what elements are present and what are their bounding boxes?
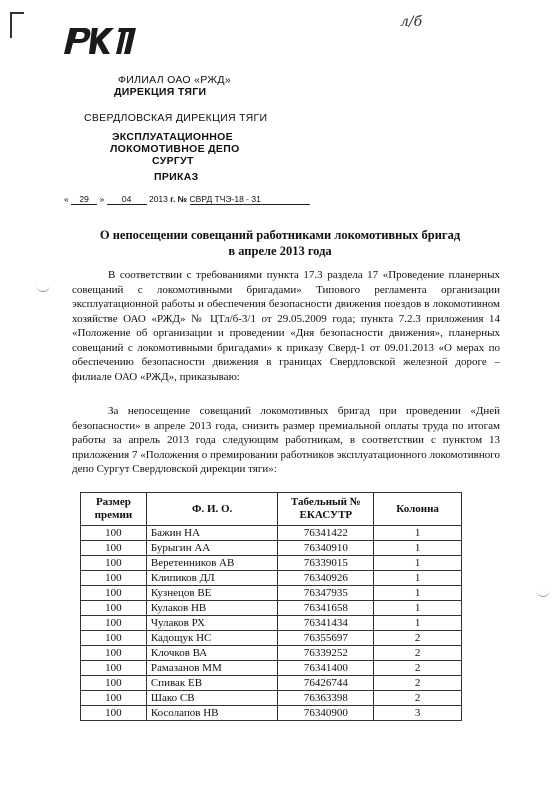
header-tab-number: Табельный № ЕКАСУТР	[278, 493, 374, 526]
cell-bonus: 100	[81, 571, 147, 586]
cell-name: Бурыгин АА	[146, 541, 278, 556]
cell-column: 1	[374, 571, 462, 586]
handwritten-note: л/б	[400, 14, 423, 30]
cell-name: Косолапов НВ	[146, 706, 278, 721]
rzd-logo	[58, 24, 138, 63]
cell-column: 1	[374, 616, 462, 631]
punch-hole-mark	[36, 285, 50, 292]
cell-bonus: 100	[81, 526, 147, 541]
order-date-line	[64, 194, 310, 205]
cell-name: Веретенников АВ	[146, 556, 278, 571]
org-line-directorate: ДИРЕКЦИЯ ТЯГИ	[114, 86, 207, 98]
doc-type-order: ПРИКАЗ	[154, 171, 199, 183]
punch-hole-mark-right	[536, 590, 550, 597]
table-row	[81, 616, 462, 631]
table-row	[81, 631, 462, 646]
cell-column: 2	[374, 661, 462, 676]
cell-name: Чулаков РХ	[146, 616, 278, 631]
date-month: 04	[107, 194, 147, 205]
employee-table	[80, 492, 462, 721]
cell-bonus: 100	[81, 691, 147, 706]
cell-bonus: 100	[81, 676, 147, 691]
cell-name: Клочков ВА	[146, 646, 278, 661]
cell-bonus: 100	[81, 631, 147, 646]
cell-name: Рамазанов ММ	[146, 661, 278, 676]
cell-tab-number: 76347935	[278, 586, 374, 601]
cell-column: 1	[374, 556, 462, 571]
org-line-operational: ЭКСПЛУАТАЦИОННОЕ	[112, 131, 233, 143]
cell-name: Шако СВ	[146, 691, 278, 706]
table-row	[81, 541, 462, 556]
date-quote-close: »	[99, 194, 105, 204]
cell-column: 1	[374, 601, 462, 616]
table-row	[81, 571, 462, 586]
paragraph-order: За непосещение совещаний локомотивных бригад при проведении «Дней безопасности» в апреле 2013 года, снизить размер премиальной оплаты труда по итогам работы за апрель 2013 года следующим работникам, в соответствии с пунктом 13 приложения 7 «Положения о премировании работников эксплуатационного локомотивного депо Сургут Свердловской дирекции тяги»:	[72, 405, 500, 475]
cell-column: 1	[374, 586, 462, 601]
cell-tab-number: 76340926	[278, 571, 374, 586]
table-row	[81, 556, 462, 571]
table-row	[81, 601, 462, 616]
cell-column: 2	[374, 691, 462, 706]
date-number-label: г. №	[170, 194, 188, 204]
cell-bonus: 100	[81, 661, 147, 676]
corner-bracket-mark	[10, 12, 24, 38]
cell-column: 2	[374, 676, 462, 691]
rzd-logo-graphic	[58, 24, 138, 58]
org-line-city: СУРГУТ	[152, 155, 194, 167]
cell-bonus: 100	[81, 646, 147, 661]
org-line-depot: ЛОКОМОТИВНОЕ ДЕПО	[110, 143, 240, 155]
cell-tab-number: 76341658	[278, 601, 374, 616]
order-number: СВРД ТЧЭ-18 - 31	[190, 194, 310, 205]
cell-bonus: 100	[81, 616, 147, 631]
order-title-line-1: О непосещении совещаний работниками локомотивных бригад	[99, 228, 461, 242]
cell-name: Клипиков ДЛ	[146, 571, 278, 586]
header-column: Колонна	[374, 493, 462, 526]
header-full-name: Ф. И. О.	[146, 493, 278, 526]
date-day: 29	[71, 194, 97, 205]
table-row	[81, 646, 462, 661]
cell-tab-number: 76341422	[278, 526, 374, 541]
date-quote-open: «	[64, 194, 69, 204]
table-header-row	[81, 493, 462, 526]
cell-bonus: 100	[81, 586, 147, 601]
order-title	[60, 227, 500, 259]
table-row	[81, 526, 462, 541]
cell-tab-number: 76339015	[278, 556, 374, 571]
cell-tab-number: 76340910	[278, 541, 374, 556]
cell-name: Кадощук НС	[146, 631, 278, 646]
cell-bonus: 100	[81, 541, 147, 556]
cell-bonus: 100	[81, 706, 147, 721]
org-line-branch: ФИЛИАЛ ОАО «РЖД»	[118, 74, 231, 86]
order-title-line-2: в апреле 2013 года	[228, 244, 332, 258]
cell-column: 2	[374, 646, 462, 661]
org-line-regional-directorate: СВЕРДЛОВСКАЯ ДИРЕКЦИЯ ТЯГИ	[84, 112, 268, 124]
cell-column: 1	[374, 526, 462, 541]
table-row	[81, 661, 462, 676]
cell-tab-number: 76340900	[278, 706, 374, 721]
cell-tab-number: 76363398	[278, 691, 374, 706]
cell-column: 1	[374, 541, 462, 556]
date-year: 2013	[148, 194, 168, 204]
cell-name: Кузнецов ВЕ	[146, 586, 278, 601]
cell-bonus: 100	[81, 601, 147, 616]
cell-tab-number: 76355697	[278, 631, 374, 646]
cell-tab-number: 76426744	[278, 676, 374, 691]
cell-column: 2	[374, 631, 462, 646]
table-row	[81, 676, 462, 691]
cell-column: 3	[374, 706, 462, 721]
paragraph-basis: В соответствии с требованиями пункта 17.3 раздела 17 «Проведение планерных совещаний с локомотивными бригадами» Типового регламента организации эксплуатационной работы и обеспечения безопасности движения поездов в локомотивном хозяйстве ОАО «РЖД» № ЦТл/б-3/1 от 29.05.2009 года; пункта 7.2.3 приложения 14 «Положение об организации и проведении «Дня безопасности движения», планерных совещаний с локомотивными бригадами» к приказу Сверд-1 от 09.01.2013 «О мерах по обеспечению безопасности движения в границах Свердловской железной дороге – филиале ОАО «РЖД», приказываю:	[72, 269, 500, 383]
cell-tab-number: 76339252	[278, 646, 374, 661]
table-row	[81, 691, 462, 706]
cell-name: Спивак ЕВ	[146, 676, 278, 691]
cell-name: Бажин НА	[146, 526, 278, 541]
header-bonus-size: Размер премии	[81, 493, 147, 526]
cell-bonus: 100	[81, 556, 147, 571]
cell-tab-number: 76341400	[278, 661, 374, 676]
cell-tab-number: 76341434	[278, 616, 374, 631]
cell-name: Кулаков НВ	[146, 601, 278, 616]
table-row	[81, 706, 462, 721]
table-row	[81, 586, 462, 601]
